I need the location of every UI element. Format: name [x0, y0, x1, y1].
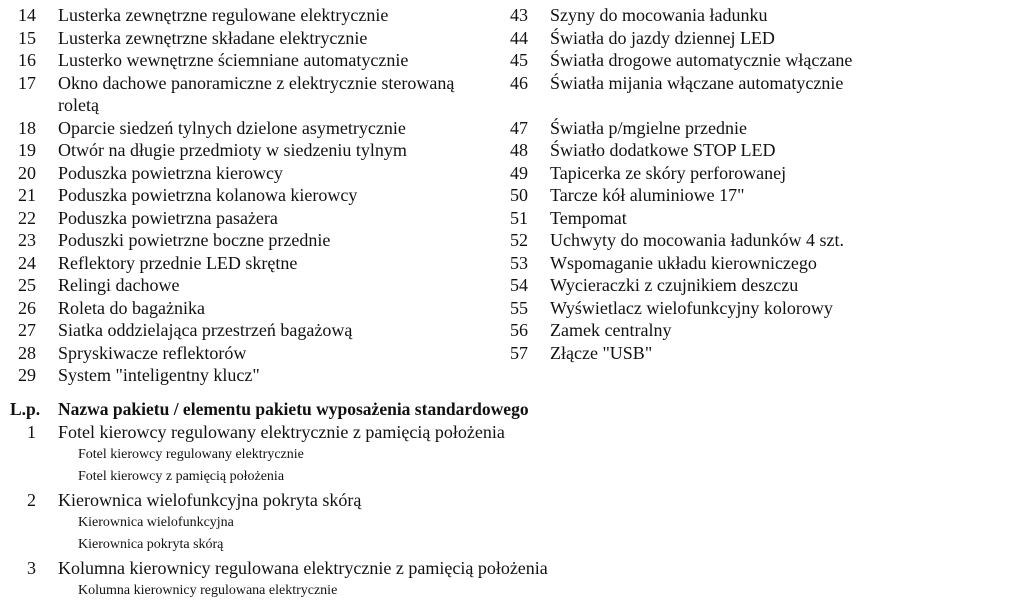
list-item: 55 Wyświetlacz wielofunkcyjny kolorowy [510, 297, 833, 318]
list-item: 54 Wycieraczki z czujnikiem deszczu [510, 275, 799, 295]
list-item: 57 Złącze "USB" [510, 342, 653, 363]
list-item: 19 Otwór na długie przedmioty w siedzeniu tylnym [18, 140, 407, 160]
package-subitem: Kierownica pokryta skórą [78, 537, 224, 552]
list-item: 16 Lusterko wewnętrzne ściemniane automatycznie [18, 50, 409, 70]
packages-header [0, 398, 1036, 420]
list-item: 43 Szyny do mocowania ładunku [510, 5, 768, 25]
list-item: 47 Światła p/mgielne przednie [510, 117, 747, 138]
list-item: 56 Zamek centralny [510, 320, 672, 340]
lp-header: L.p. [10, 399, 41, 419]
list-item: 52 Uchwyty do mocowania ładunków 4 szt. [510, 230, 844, 250]
list-item: 45 Światła drogowe automatycznie włączane [510, 50, 853, 70]
equipment-list-left [0, 4, 480, 387]
list-item: 23 Poduszki powietrzne boczne przednie [18, 230, 331, 250]
list-item: 15 Lusterka zewnętrzne składane elektrycznie [18, 27, 368, 48]
list-item: 21 Poduszka powietrzna kolanowa kierowcy [18, 185, 358, 205]
list-item: 20 Poduszka powietrzna kierowcy [18, 162, 283, 183]
package-name-header: Nazwa pakietu / elementu pakietu wyposażenia standardowego [58, 399, 529, 419]
list-item: 46 Światła mijania włączane automatycznie [510, 72, 844, 93]
equipment-list-right [492, 4, 1036, 364]
list-item: 14 Lusterka zewnętrzne regulowane elektrycznie [18, 5, 389, 25]
list-item: 50 Tarcze kół aluminiowe 17" [510, 185, 745, 205]
list-item: 25 Relingi dachowe [18, 275, 180, 295]
list-item: 29 System "inteligentny klucz" [18, 365, 260, 385]
list-item: 24 Reflektory przednie LED skrętne [18, 252, 298, 273]
list-item: 27 Siatka oddzielająca przestrzeń bagażową [18, 320, 353, 340]
standard-packages-section [0, 398, 1036, 602]
list-item: 53 Wspomaganie układu kierowniczego [510, 252, 817, 273]
package-row: 3 Kolumna kierownicy regulowana elektrycznie z pamięcią położenia [27, 558, 548, 578]
list-item: 49 Tapicerka ze skóry perforowanej [510, 162, 787, 183]
list-item: 17 Okno dachowe panoramiczne z elektrycznie sterowaną roletą [18, 72, 455, 115]
list-item: 28 Spryskiwacze reflektorów [18, 342, 247, 363]
list-item: 48 Światło dodatkowe STOP LED [510, 140, 776, 160]
package-subitem: Fotel kierowcy regulowany elektrycznie [78, 447, 304, 462]
list-item: 44 Światła do jazdy dziennej LED [510, 27, 775, 48]
package-row: 2 Kierownica wielofunkcyjna pokryta skórą [27, 490, 362, 510]
package-subitem: Kolumna kierownicy regulowana elektrycznie [78, 583, 338, 598]
list-item: 26 Roleta do bagażnika [18, 297, 205, 318]
package-row: 1 Fotel kierowcy regulowany elektrycznie z pamięcią położenia [27, 422, 505, 442]
list-item: 22 Poduszka powietrzna pasażera [18, 207, 278, 228]
row-spacer [492, 94, 1036, 117]
list-item: 51 Tempomat [510, 207, 627, 228]
package-subitem: Fotel kierowcy z pamięcią położenia [78, 469, 285, 484]
list-item: 18 Oparcie siedzeń tylnych dzielone asymetrycznie [18, 117, 406, 138]
package-subitem: Kierownica wielofunkcyjna [78, 515, 234, 530]
